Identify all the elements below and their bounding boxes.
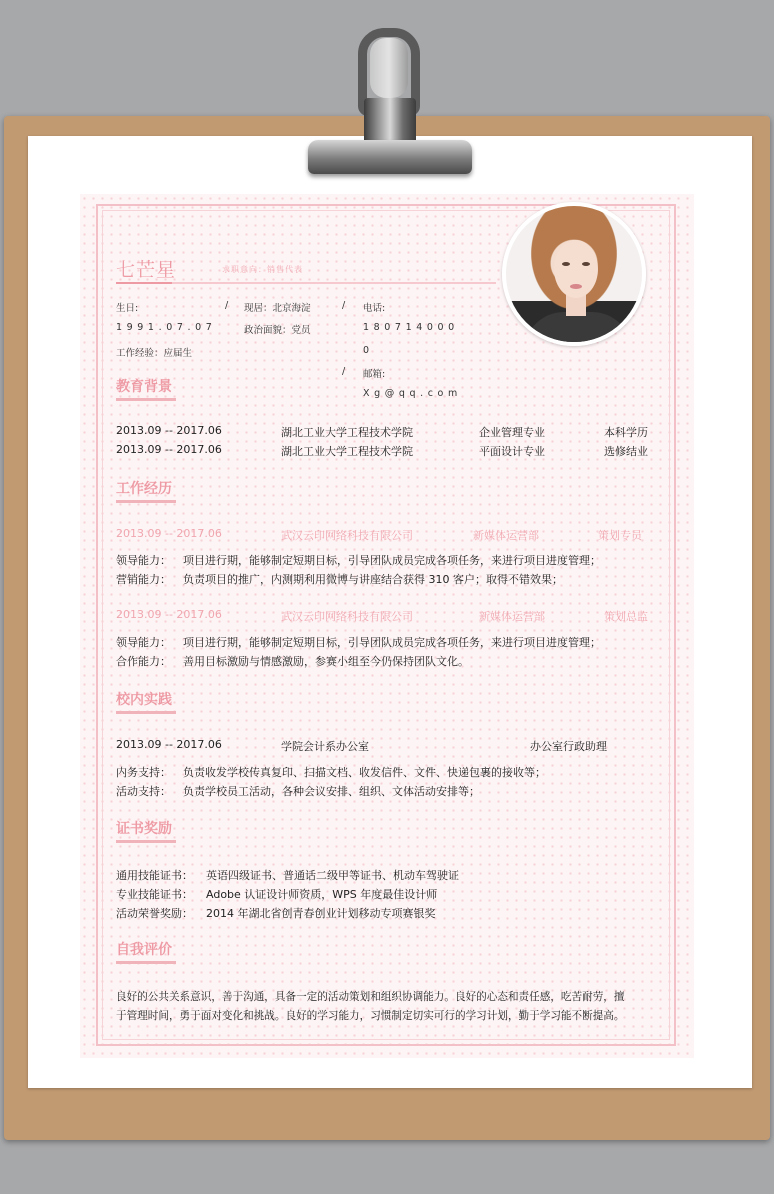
self-eval-line: 于管理时间，勇于面对变化和挑战。良好的学习能力，习惯制定切实可行的学习计划，勤于学习能不断提高。: [116, 1010, 625, 1022]
job-role: 策划总监: [604, 610, 648, 623]
edu-degree: 本科学历: [604, 426, 648, 439]
phone-value-end: 0: [363, 345, 370, 356]
award-text: 2014 年湖北省创青春创业计划移动专项赛银奖: [206, 907, 436, 920]
edu-date: 2013.09 -- 2017.06: [116, 424, 222, 437]
campus-line-label: 内务支持：: [116, 766, 171, 779]
job-line-label: 领导能力：: [116, 636, 171, 649]
campus-date: 2013.09 -- 2017.06: [116, 738, 222, 751]
campus-role: 办公室行政助理: [530, 740, 607, 753]
job-department: 新媒体运营部: [473, 529, 539, 542]
name-underline: [116, 282, 496, 284]
birth-slash: /: [225, 300, 229, 311]
email-label: 邮箱:: [363, 369, 386, 380]
edu-major: 平面设计专业: [479, 445, 545, 458]
section-title-education: 教育背景: [116, 379, 172, 395]
job-line-text: 负责项目的推广，内测期利用微博与讲座结合获得 310 客户；取得不错效果；: [183, 573, 563, 586]
profile-photo: [502, 202, 646, 346]
award-text: Adobe 认证设计师资质，WPS 年度最佳设计师: [206, 888, 438, 901]
birth-label: 生日:: [116, 303, 139, 314]
email-slash: /: [342, 366, 346, 377]
edu-school: 湖北工业大学工程技术学院: [281, 445, 413, 458]
section-title-awards: 证书奖励: [116, 821, 172, 837]
job-intention: 求职意向：销售代表: [222, 265, 303, 274]
binder-clip: [300, 28, 480, 178]
job-line-text: 项目进行期，能够制定短期目标，引导团队成员完成各项任务，来进行项目进度管理；: [183, 636, 601, 649]
self-eval-line: 良好的公共关系意识，善于沟通，具备一定的活动策划和组织协调能力。良好的心态和责任感，吃苦耐劳，擅: [116, 991, 625, 1003]
section-title-self: 自我评价: [116, 942, 172, 958]
campus-line-text: 负责收发学校传真复印、扫描文档、收发信件、文件、快递包裹的接收等；: [183, 766, 546, 779]
job-date: 2013.09 -- 2017.06: [116, 608, 222, 621]
political-status: 政治面貌：党员: [244, 325, 311, 336]
candidate-name: 七芒星: [116, 259, 177, 281]
job-role: 策划专员: [598, 529, 642, 542]
work-experience: 工作经验：应届生: [116, 348, 193, 359]
section-bar-awards: [116, 840, 176, 843]
section-bar-self: [116, 961, 176, 964]
job-line-text: 善用目标激励与情感激励，参赛小组至今仍保持团队文化。: [183, 655, 469, 668]
section-title-campus: 校内实践: [116, 692, 172, 708]
residence-slash: /: [342, 300, 346, 311]
edu-date: 2013.09 -- 2017.06: [116, 443, 222, 456]
residence: 现居：北京海淀: [244, 303, 311, 314]
phone-label: 电话:: [363, 303, 386, 314]
award-text: 英语四级证书、普通话二级甲等证书、机动车驾驶证: [206, 869, 459, 882]
job-line-label: 合作能力：: [116, 655, 171, 668]
section-title-work: 工作经历: [116, 481, 172, 497]
job-line-label: 营销能力：: [116, 573, 171, 586]
award-label: 活动荣誉奖励：: [116, 907, 193, 920]
award-label: 专业技能证书：: [116, 888, 193, 901]
job-company: 武汉云印网络科技有限公司: [281, 529, 413, 542]
award-label: 通用技能证书：: [116, 869, 193, 882]
section-bar-education: [116, 398, 176, 401]
campus-org: 学院会计系办公室: [281, 740, 369, 753]
birth-value: 1991.07.07: [116, 322, 217, 333]
edu-school: 湖北工业大学工程技术学院: [281, 426, 413, 439]
edu-degree: 选修结业: [604, 445, 648, 458]
job-department: 新媒体运营部: [479, 610, 545, 623]
campus-line-label: 活动支持：: [116, 785, 171, 798]
campus-line-text: 负责学校员工活动，各种会议安排、组织、文体活动安排等；: [183, 785, 480, 798]
job-company: 武汉云印网络科技有限公司: [281, 610, 413, 623]
email-value: Xg@qq.com: [363, 388, 462, 399]
edu-major: 企业管理专业: [479, 426, 545, 439]
phone-value: 180714000: [363, 322, 459, 333]
job-line-text: 项目进行期，能够制定短期目标，引导团队成员完成各项任务，来进行项目进度管理；: [183, 554, 601, 567]
section-bar-campus: [116, 711, 176, 714]
job-date: 2013.09 -- 2017.06: [116, 527, 222, 540]
section-bar-work: [116, 500, 176, 503]
job-line-label: 领导能力：: [116, 554, 171, 567]
